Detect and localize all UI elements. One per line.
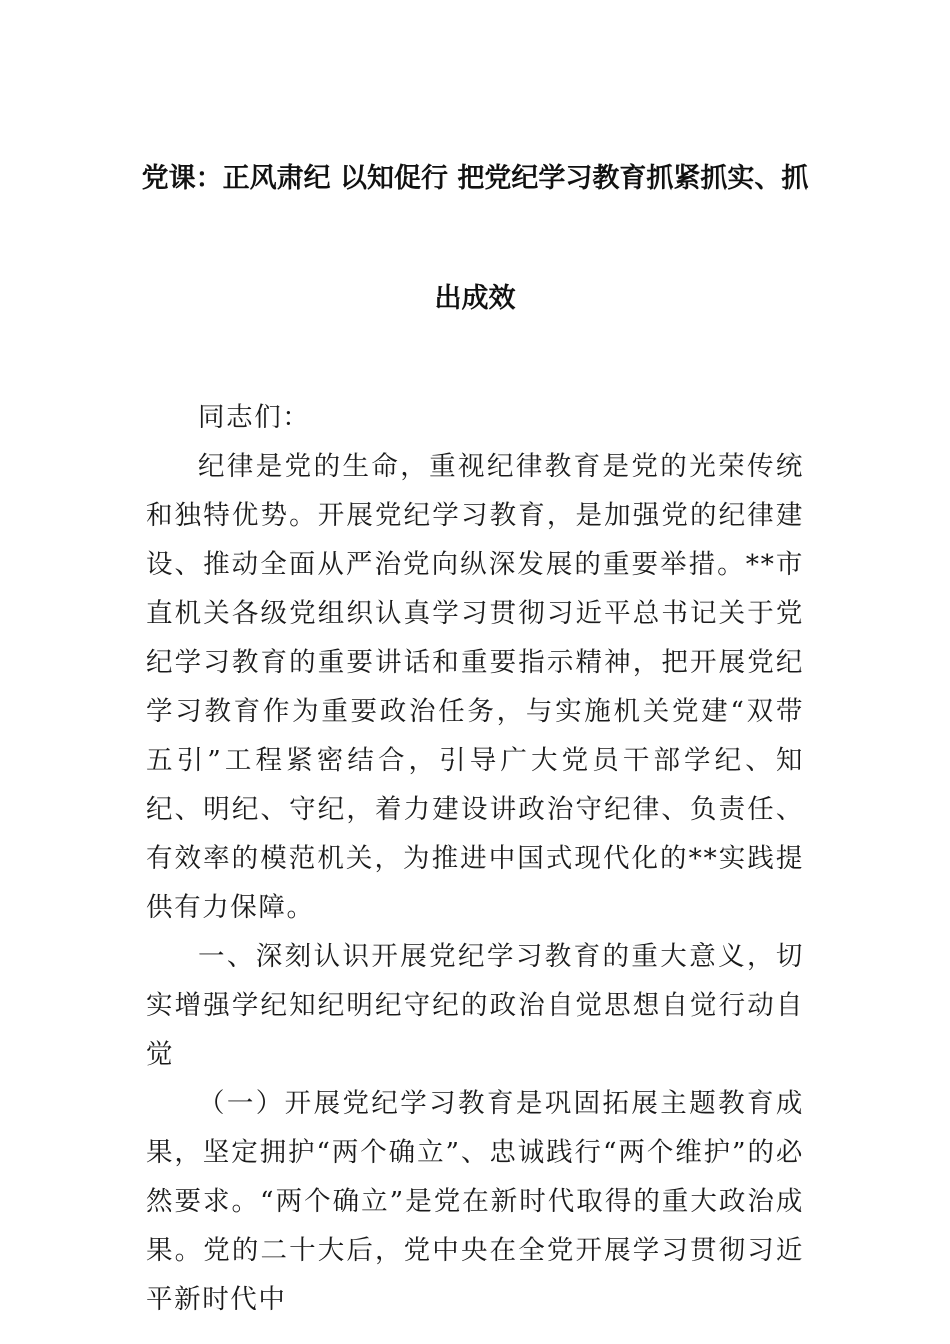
document-title-line-1: 党课：正风肃纪 以知促行 把党纪学习教育抓紧抓实、抓 — [141, 163, 809, 194]
section-heading-1: 一、深刻认识开展党纪学习教育的重大意义，切实增强学纪知纪明纪守纪的政治自觉思想自觉行动自觉 — [146, 941, 804, 1070]
salutation-paragraph: 同志们： — [198, 402, 311, 433]
subsection-paragraph-1: （一）开展党纪学习教育是巩固拓展主题教育成果，坚定拥护“两个确立”、忠诚践行“两个维护”的必然要求。“两个确立”是党在新时代取得的重大政治成果。党的二十大后，党中央在全党开展学习贯彻习近平新时代中 — [146, 1088, 804, 1315]
intro-paragraph: 纪律是党的生命，重视纪律教育是党的光荣传统和独特优势。开展党纪学习教育，是加强党的纪律建设、推动全面从严治党向纵深发展的重要举措。**市直机关各级党组织认真学习贯彻习近平总书记关于党纪学习教育的重要讲话和重要指示精神，把开展党纪学习教育作为重要政治任务，与实施机关党建“双带五引”工程紧密结合，引导广大党员干部学纪、知纪、明纪、守纪，着力建设讲政治守纪律、负责任、有效率的模范机关，为推进中国式现代化的**实践提供有力保障。 — [146, 451, 804, 923]
document-title-line-2: 出成效 — [434, 283, 516, 314]
document-body — [146, 393, 804, 1324]
